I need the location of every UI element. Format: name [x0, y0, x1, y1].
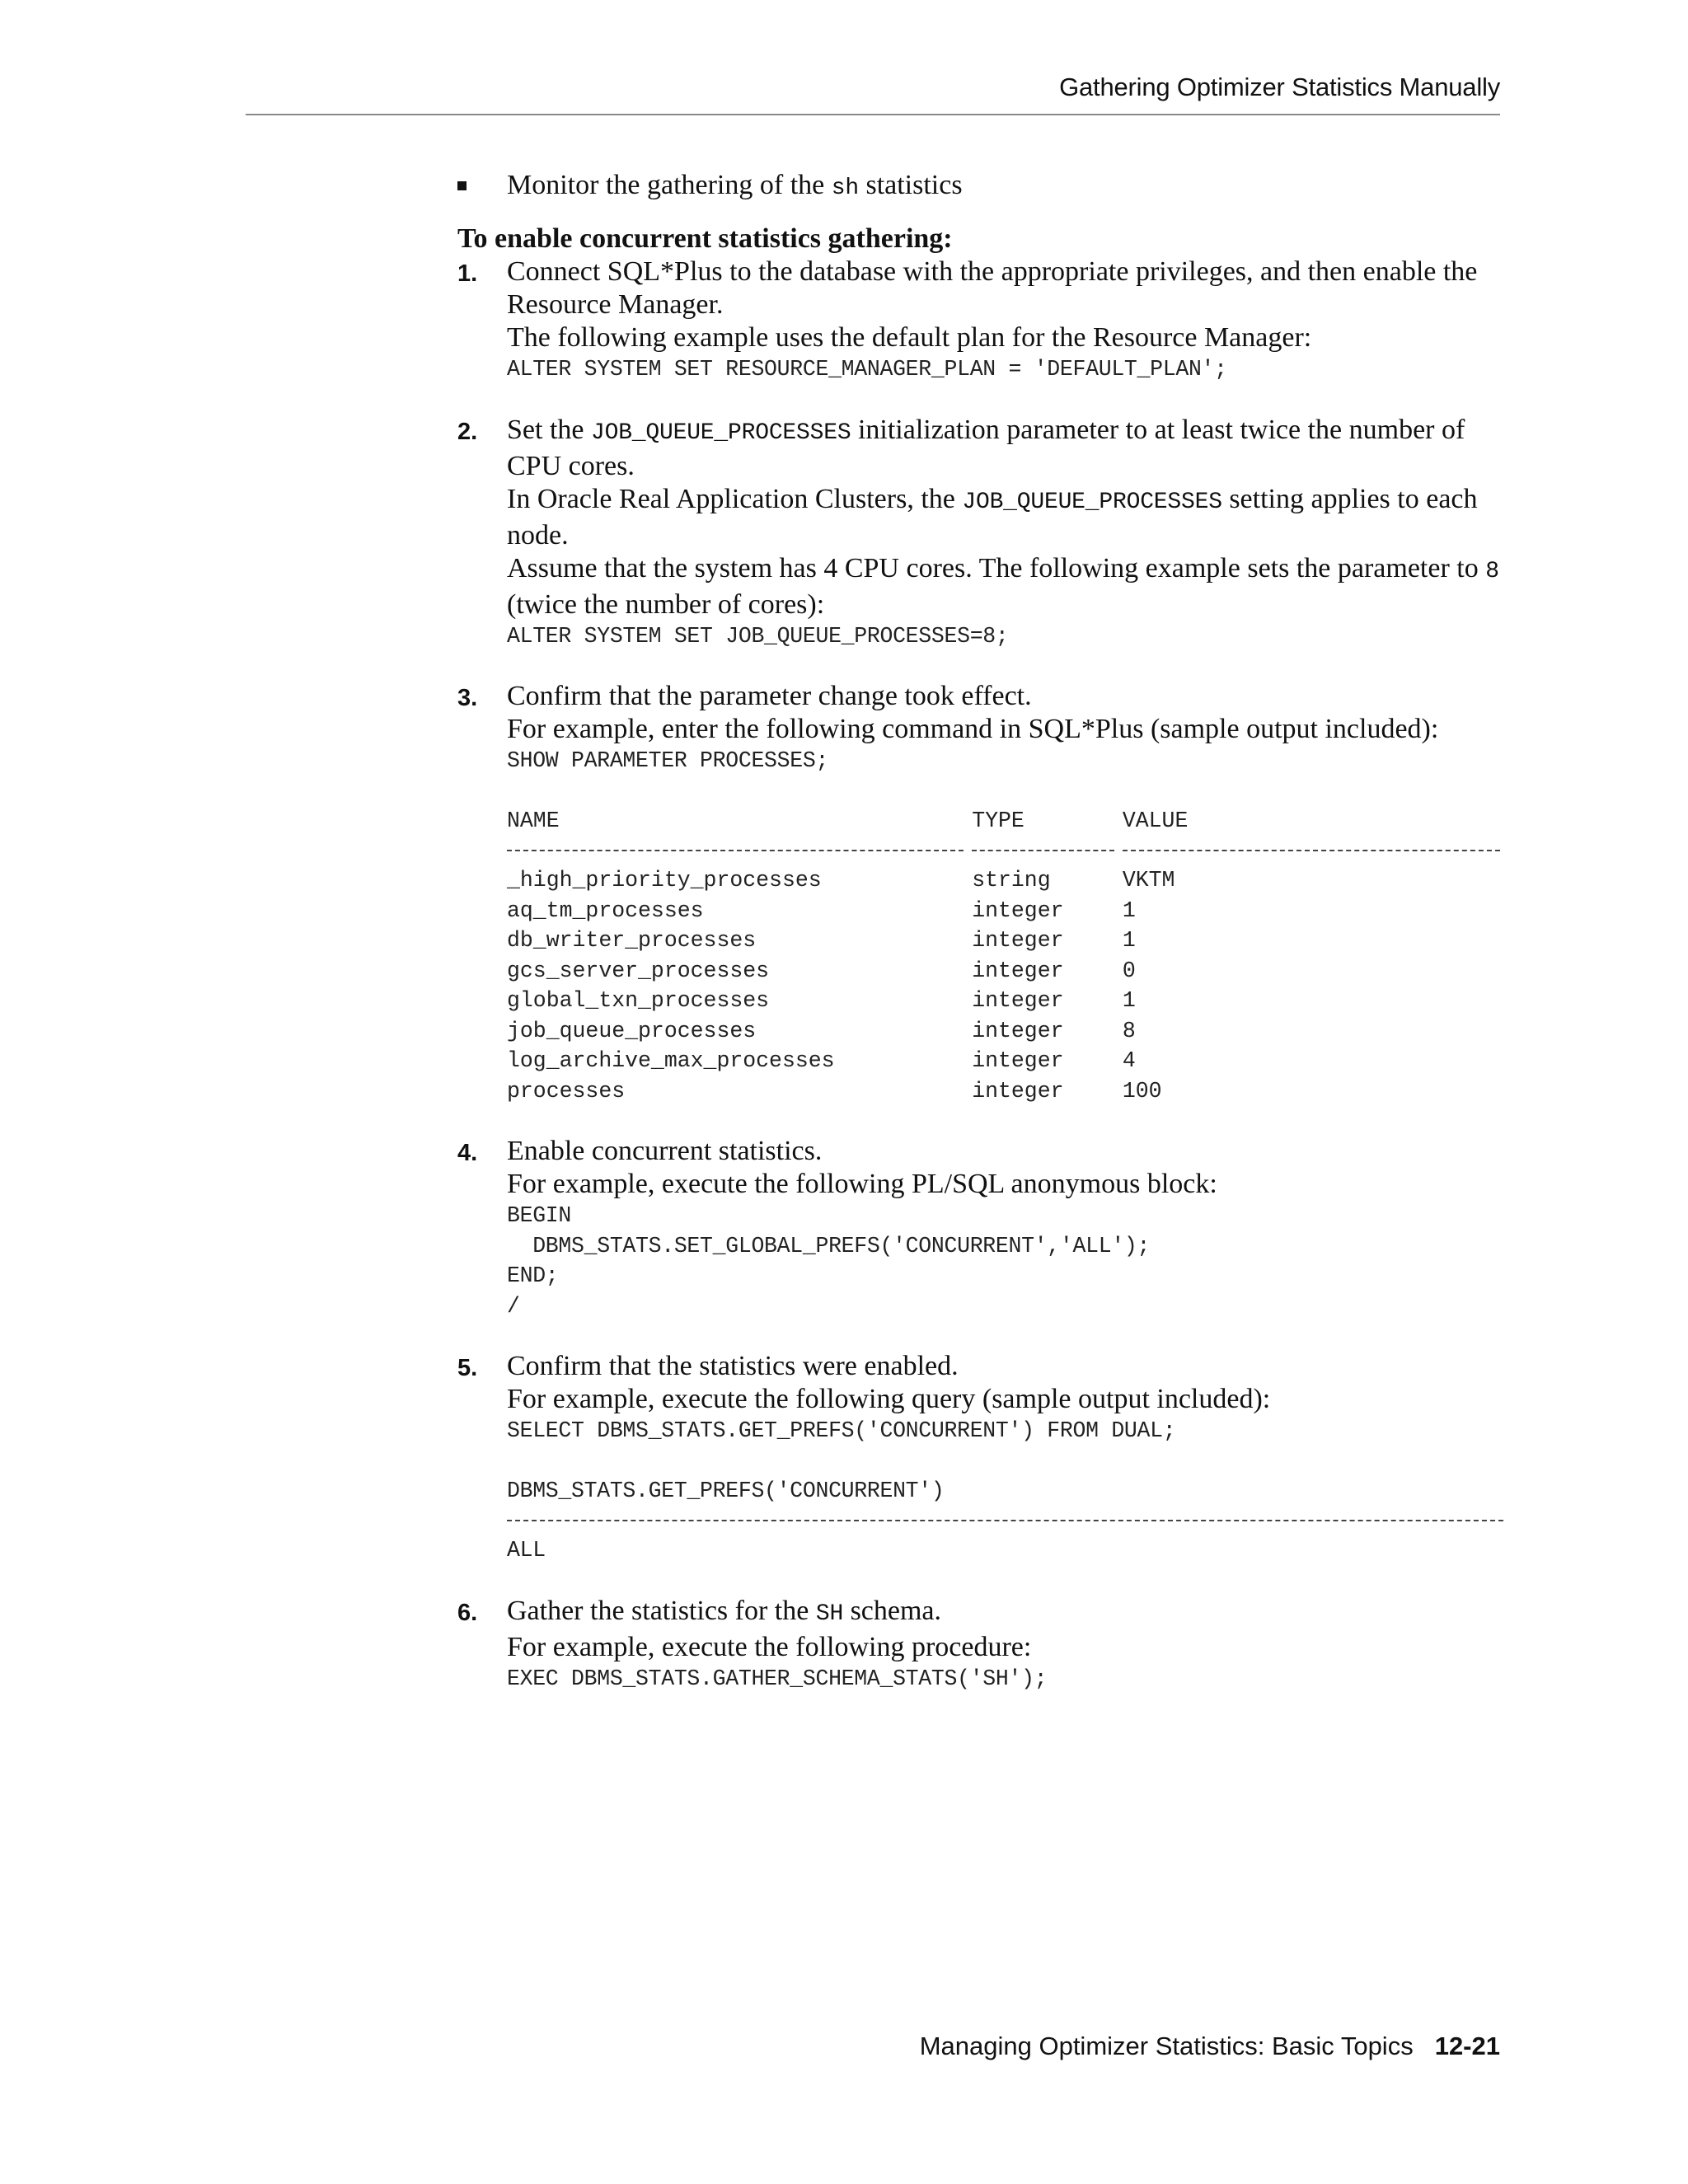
cell-value: 1	[1122, 898, 1136, 923]
step-number: 2.	[457, 418, 478, 445]
step-text: Set the JOB_QUEUE_PROCESSES initialization parameter to at least twice the number of CPU cores.	[507, 414, 1465, 481]
table-row	[507, 1076, 1500, 1107]
table-row	[507, 896, 1500, 926]
cell-name: log_archive_max_processes	[507, 1048, 835, 1073]
running-header: Gathering Optimizer Statistics Manually	[1059, 73, 1500, 101]
step-text: Enable concurrent statistics.	[507, 1136, 823, 1166]
cell-name: db_writer_processes	[507, 928, 757, 953]
code-example: EXEC DBMS_STATS.GATHER_SCHEMA_STATS('SH');	[507, 1666, 1048, 1691]
step-text: Gather the statistics for the SH schema.	[507, 1595, 942, 1627]
step-explanation: For example, execute the following query (sample output included):	[507, 1384, 1271, 1414]
table-row	[507, 865, 1500, 896]
cell-value: 1	[1122, 928, 1136, 953]
cell-name: global_txn_processes	[507, 988, 770, 1013]
step-4	[457, 1135, 1500, 1321]
step-number: 4.	[457, 1140, 478, 1166]
cell-name: job_queue_processes	[507, 1018, 757, 1043]
query-result-header: DBMS_STATS.GET_PREFS('CONCURRENT')	[507, 1478, 945, 1503]
dash-separator	[507, 1520, 1503, 1521]
step-number: 5.	[457, 1355, 478, 1381]
procedure-title: To enable concurrent statistics gathering:	[457, 223, 953, 254]
cell-type: integer	[972, 898, 1064, 923]
step-explanation: For example, enter the following command in SQL*Plus (sample output included):	[507, 714, 1439, 744]
code-example: BEGIN DBMS_STATS.SET_GLOBAL_PREFS('CONCURRENT','ALL'); END; /	[507, 1203, 1151, 1319]
code-example: SHOW PARAMETER PROCESSES;	[507, 748, 829, 773]
column-header-type: TYPE	[972, 808, 1025, 833]
code-example: ALTER SYSTEM SET RESOURCE_MANAGER_PLAN = 'DEFAULT_PLAN';	[507, 357, 1227, 382]
step-number: 3.	[457, 685, 478, 711]
step-number: 1.	[457, 260, 478, 287]
cell-type: integer	[972, 1018, 1064, 1043]
intro-bullet-text: Monitor the gathering of the sh statistics	[507, 170, 963, 201]
header-rule	[246, 114, 1500, 115]
step-text: Confirm that the parameter change took effect.	[507, 681, 1032, 711]
step-5	[457, 1350, 1500, 1566]
cell-value: VKTM	[1122, 868, 1175, 893]
table-separator-row	[507, 836, 1500, 865]
cell-type: integer	[972, 1048, 1064, 1073]
cell-name: gcs_server_processes	[507, 958, 770, 983]
table-row	[507, 926, 1500, 956]
code-example: SELECT DBMS_STATS.GET_PREFS('CONCURRENT') FROM DUAL;	[507, 1418, 1176, 1443]
cell-value: 4	[1122, 1048, 1136, 1073]
step-explanation: For example, execute the following procedure:	[507, 1631, 1032, 1662]
table-row	[507, 1016, 1500, 1047]
parameter-rows	[507, 865, 1500, 1106]
cell-type: integer	[972, 958, 1064, 983]
cell-value: 0	[1122, 958, 1136, 983]
step-number: 6.	[457, 1599, 478, 1626]
step-text: Connect SQL*Plus to the database with the appropriate privileges, and then enable the Resource Manager.	[507, 256, 1478, 320]
parameter-output-table	[507, 806, 1500, 1107]
step-3	[457, 680, 1500, 1106]
step-1	[457, 255, 1500, 385]
column-header-name: NAME	[507, 808, 560, 833]
intro-bullet	[457, 169, 1500, 205]
step-text: Confirm that the statistics were enabled.	[507, 1351, 959, 1381]
page-content	[457, 169, 1500, 1722]
code-example: ALTER SYSTEM SET JOB_QUEUE_PROCESSES=8;	[507, 623, 1009, 649]
cell-type: integer	[972, 1078, 1064, 1104]
running-footer	[246, 2032, 1500, 2061]
cell-value: 8	[1122, 1018, 1136, 1043]
cell-name: _high_priority_processes	[507, 868, 822, 893]
footer-chapter-title: Managing Optimizer Statistics: Basic Topics	[919, 2032, 1414, 2060]
cell-name: aq_tm_processes	[507, 898, 704, 923]
step-explanation: For example, execute the following PL/SQL anonymous block:	[507, 1169, 1217, 1199]
column-header-value: VALUE	[1122, 808, 1189, 833]
step-6	[457, 1595, 1500, 1694]
cell-type: string	[972, 868, 1051, 893]
dash-separator	[972, 850, 1114, 851]
table-header-row	[507, 806, 1500, 837]
step-2	[457, 414, 1500, 652]
square-bullet-icon	[457, 181, 467, 190]
table-row	[507, 956, 1500, 987]
step-explanation: In Oracle Real Application Clusters, the JOB_QUEUE_PROCESSES setting applies to each node.	[507, 483, 1478, 551]
step-explanation: Assume that the system has 4 CPU cores. The following example sets the parameter to 8 (twice the number of cores):	[507, 552, 1499, 620]
cell-name: processes	[507, 1078, 626, 1104]
dash-separator	[507, 850, 964, 851]
dash-separator	[1123, 850, 1500, 851]
query-result-value: ALL	[507, 1538, 546, 1563]
cell-value: 100	[1122, 1078, 1162, 1104]
step-explanation: The following example uses the default plan for the Resource Manager:	[507, 322, 1312, 353]
cell-type: integer	[972, 988, 1064, 1013]
page-number: 12-21	[1434, 2032, 1500, 2060]
table-row	[507, 1046, 1500, 1076]
cell-type: integer	[972, 928, 1064, 953]
table-row	[507, 986, 1500, 1016]
cell-value: 1	[1122, 988, 1136, 1013]
